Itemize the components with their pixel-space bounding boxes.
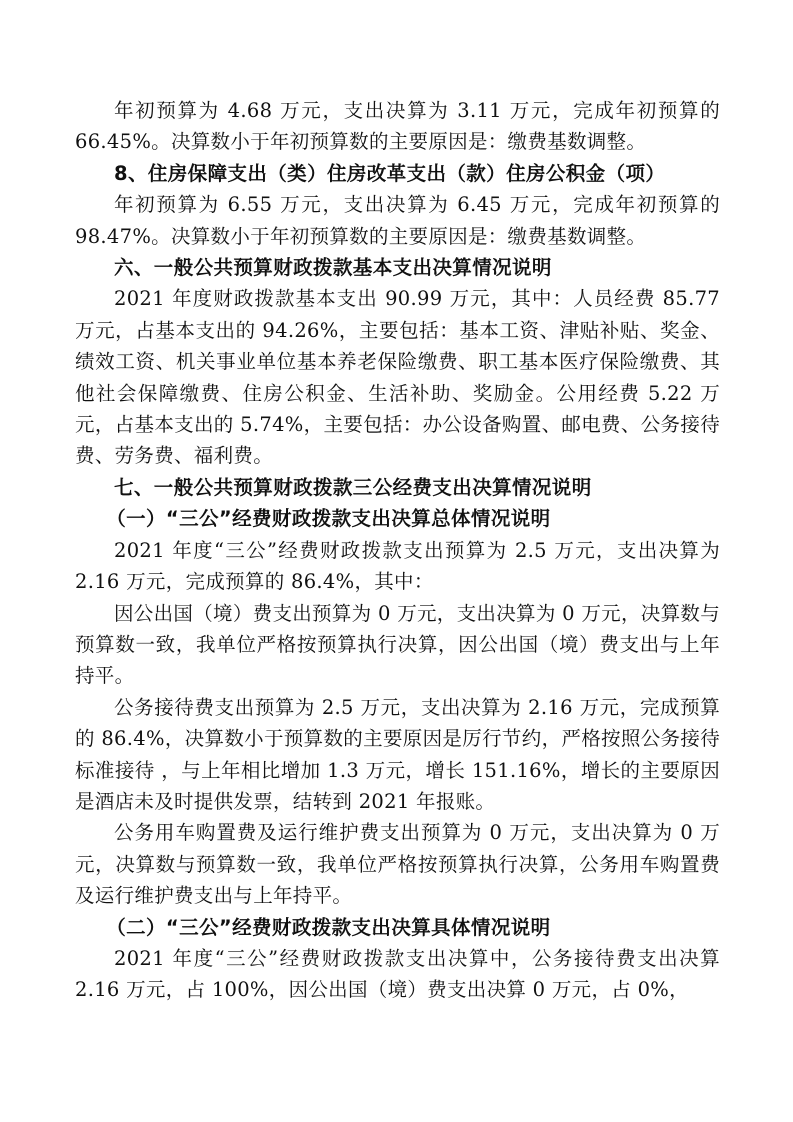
- paragraph-8: 2021 年度“三公”经费财政拨款支出决算中，公务接待费支出决算 2.16 万元，占 100%，因公出国（境）费支出决算 0 万元，占 0%，: [75, 946, 720, 1002]
- heading-section-7: 七、一般公共预算财政拨款三公经费支出决算情况说明: [114, 475, 592, 499]
- paragraph-5: 因公出国（境）费支出预算为 0 万元，支出决算为 0 万元，决算数与预算数一致，我单位严格按预算执行决算，因公出国（境）费支出与上年持平。: [75, 601, 720, 688]
- document-body: [75, 95, 720, 1006]
- paragraph-3: 2021 年度财政拨款基本支出 90.99 万元，其中：人员经费 85.77 万元，占基本支出的 94.26%，主要包括：基本工资、津贴补贴、奖金、绩效工资、机关事业单位基本养老保险缴费、职工基本医疗保险缴费、其他社会保障缴费、住房公积金、生活补助、奖励金。公用经费 5.22 万元，占基本支出的 5.74%，主要包括：办公设备购置、邮电费、公务接待费、劳务费、福利费。: [75, 287, 720, 468]
- paragraph-7: 公务用车购置费及运行维护费支出预算为 0 万元，支出决算为 0 万元，决算数与预算数一致，我单位严格按预算执行决算，公务用车购置费及运行维护费支出与上年持平。: [75, 821, 720, 908]
- paragraph-2: 年初预算为 6.55 万元，支出决算为 6.45 万元，完成年初预算的98.47%。决算数小于年初预算数的主要原因是：缴费基数调整。: [75, 193, 720, 248]
- paragraph-6: 公务接待费支出预算为 2.5 万元，支出决算为 2.16 万元，完成预算的 86.4%，决算数小于预算数的主要原因是厉行节约，严格按照公务接待标准接待 ，与上年相比增加 1.3 万元，增长 151.16%，增长的主要原因是酒店未及时提供发票，结转到 2021 年报账。: [75, 695, 720, 813]
- heading-housing-fund: 8、住房保障支出（类）住房改革支出（款）住房公积金（项）: [114, 161, 666, 185]
- subheading-7-2: （二）“三公”经费财政拨款支出决算具体情况说明: [106, 915, 551, 939]
- heading-section-6: 六、一般公共预算财政拨款基本支出决算情况说明: [114, 256, 552, 280]
- paragraph-4: 2021 年度“三公”经费财政拨款支出预算为 2.5 万元，支出决算为 2.16 万元，完成预算的 86.4%，其中：: [75, 538, 720, 594]
- paragraph-1: 年初预算为 4.68 万元，支出决算为 3.11 万元，完成年初预算的66.45%。决算数小于年初预算数的主要原因是：缴费基数调整。: [75, 99, 720, 154]
- subheading-7-1: （一）“三公”经费财政拨款支出决算总体情况说明: [106, 507, 551, 531]
